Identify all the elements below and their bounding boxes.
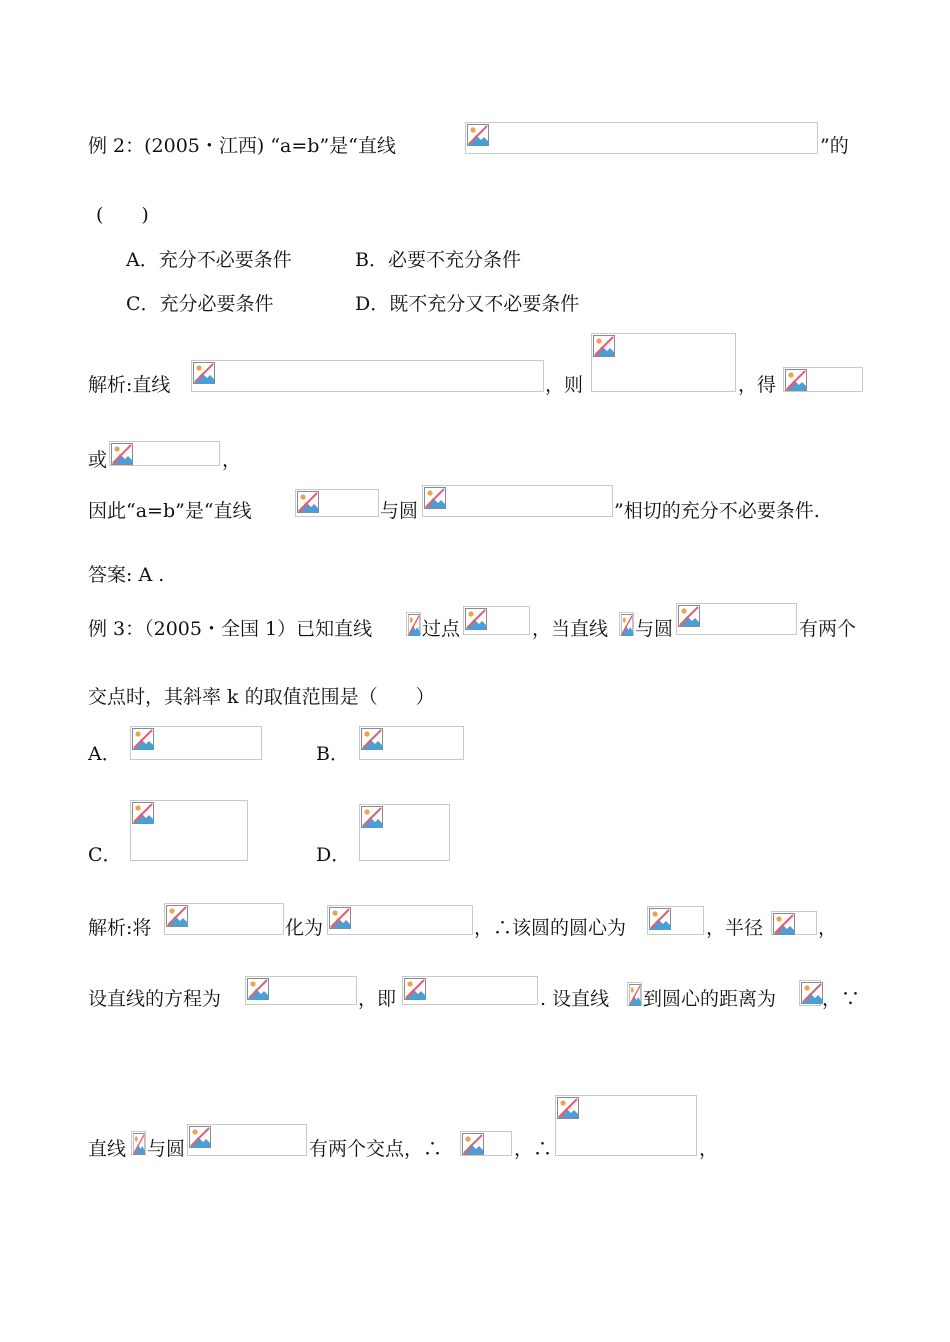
ex2-option-c: C．充分必要条件 [126, 293, 274, 315]
formula-image [109, 441, 220, 466]
ex3-solution-9: 到圆心的距离为 [643, 988, 777, 1010]
ex2-solution-get: ，得 [738, 374, 777, 396]
ex3-option-d: D． [316, 844, 351, 866]
formula-image [130, 726, 262, 760]
formula-image [359, 726, 464, 760]
formula-image [799, 980, 821, 1006]
formula-image [647, 906, 704, 935]
broken-image-icon [465, 608, 487, 630]
broken-image-icon [467, 124, 489, 146]
broken-image-icon [629, 984, 641, 1006]
ex3-option-b: B． [316, 743, 349, 765]
ex3-solution-14: ，∴ [514, 1138, 553, 1160]
formula-image [627, 982, 642, 1006]
ex2-option-d: D．既不充分又不必要条件 [355, 293, 580, 315]
formula-image [402, 976, 538, 1005]
broken-image-icon [773, 913, 795, 935]
ex2-answer: 答案: A . [88, 564, 165, 586]
ex3-solution-10: ，∵ [822, 988, 861, 1010]
broken-image-icon [649, 908, 671, 930]
ex3-q6: 交点时，其斜率 k 的取值范围是（ ） [88, 686, 435, 708]
broken-image-icon [557, 1097, 579, 1119]
formula-image [164, 903, 284, 935]
ex2-conclusion-3: ”相切的充分不必要条件. [614, 500, 820, 522]
ex2-conclusion-2: 与圆 [380, 500, 419, 522]
formula-image [676, 603, 797, 635]
ex3-solution-8: . 设直线 [540, 988, 610, 1010]
broken-image-icon [424, 487, 446, 509]
formula-image [359, 804, 450, 861]
ex3-q3: ，当直线 [532, 618, 609, 640]
ex3-solution-1: 解析:将 [88, 917, 152, 939]
ex2-option-b: B．必要不充分条件 [355, 249, 521, 271]
formula-image [295, 489, 379, 517]
broken-image-icon [189, 1126, 211, 1148]
ex3-solution-6: 设直线的方程为 [88, 988, 222, 1010]
broken-image-icon [132, 728, 154, 750]
formula-image [591, 333, 736, 392]
broken-image-icon [329, 907, 351, 929]
broken-image-icon [361, 806, 383, 828]
broken-image-icon [801, 982, 823, 1004]
ex3-solution-5: ， [818, 917, 838, 939]
formula-image [619, 612, 634, 636]
broken-image-icon [408, 614, 420, 636]
formula-image [191, 360, 544, 392]
formula-image [463, 606, 530, 635]
formula-image [131, 1131, 146, 1155]
broken-image-icon [361, 728, 383, 750]
ex2-solution-comma: ， [222, 449, 242, 471]
formula-image [187, 1124, 307, 1156]
formula-image [422, 485, 613, 517]
ex2-conclusion-1: 因此“a=b”是“直线 [88, 500, 252, 522]
broken-image-icon [132, 802, 154, 824]
ex3-solution-11: 直线 [88, 1138, 127, 1160]
ex3-solution-2: 化为 [285, 917, 324, 939]
ex3-q5: 有两个 [799, 618, 857, 640]
ex3-solution-4: ，半径 [706, 917, 764, 939]
ex3-q4: 与圆 [635, 618, 674, 640]
ex2-solution-or: 或 [88, 449, 108, 471]
formula-image [783, 367, 863, 392]
broken-image-icon [462, 1133, 484, 1155]
formula-image [130, 800, 248, 861]
ex3-option-a: A． [88, 743, 121, 765]
ex3-option-c: C． [88, 844, 122, 866]
ex3-solution-15: ， [699, 1138, 719, 1160]
ex3-solution-3: ，∴该圆的圆心为 [474, 917, 627, 939]
ex3-solution-12: 与圆 [147, 1138, 186, 1160]
broken-image-icon [166, 905, 188, 927]
broken-image-icon [133, 1133, 145, 1155]
ex2-title: 例 2：(2005・江西) “a=b”是“直线 [88, 135, 396, 157]
broken-image-icon [593, 335, 615, 357]
broken-image-icon [297, 491, 319, 513]
ex2-paren: ( ) [96, 204, 149, 226]
formula-image [555, 1095, 697, 1156]
broken-image-icon [621, 614, 633, 636]
ex2-title-end: ”的 [820, 135, 849, 157]
formula-image [327, 905, 473, 935]
formula-image [771, 911, 817, 935]
broken-image-icon [193, 362, 215, 384]
formula-image [465, 122, 818, 154]
broken-image-icon [678, 605, 700, 627]
broken-image-icon [785, 369, 807, 391]
broken-image-icon [404, 978, 426, 1000]
formula-image [245, 976, 357, 1005]
ex3-solution-7: ，即 [358, 988, 397, 1010]
formula-image [460, 1131, 512, 1156]
ex2-option-a: A．充分不必要条件 [126, 249, 292, 271]
ex2-solution-prefix: 解析:直线 [88, 374, 171, 396]
broken-image-icon [111, 443, 133, 465]
ex3-q2: 过点 [422, 618, 461, 640]
formula-image [406, 612, 421, 636]
ex2-solution-then: ，则 [545, 374, 584, 396]
ex3-solution-13: 有两个交点，∴ [309, 1138, 443, 1160]
ex3-q1: 例 3：（2005・全国 1）已知直线 [88, 618, 373, 640]
broken-image-icon [247, 978, 269, 1000]
